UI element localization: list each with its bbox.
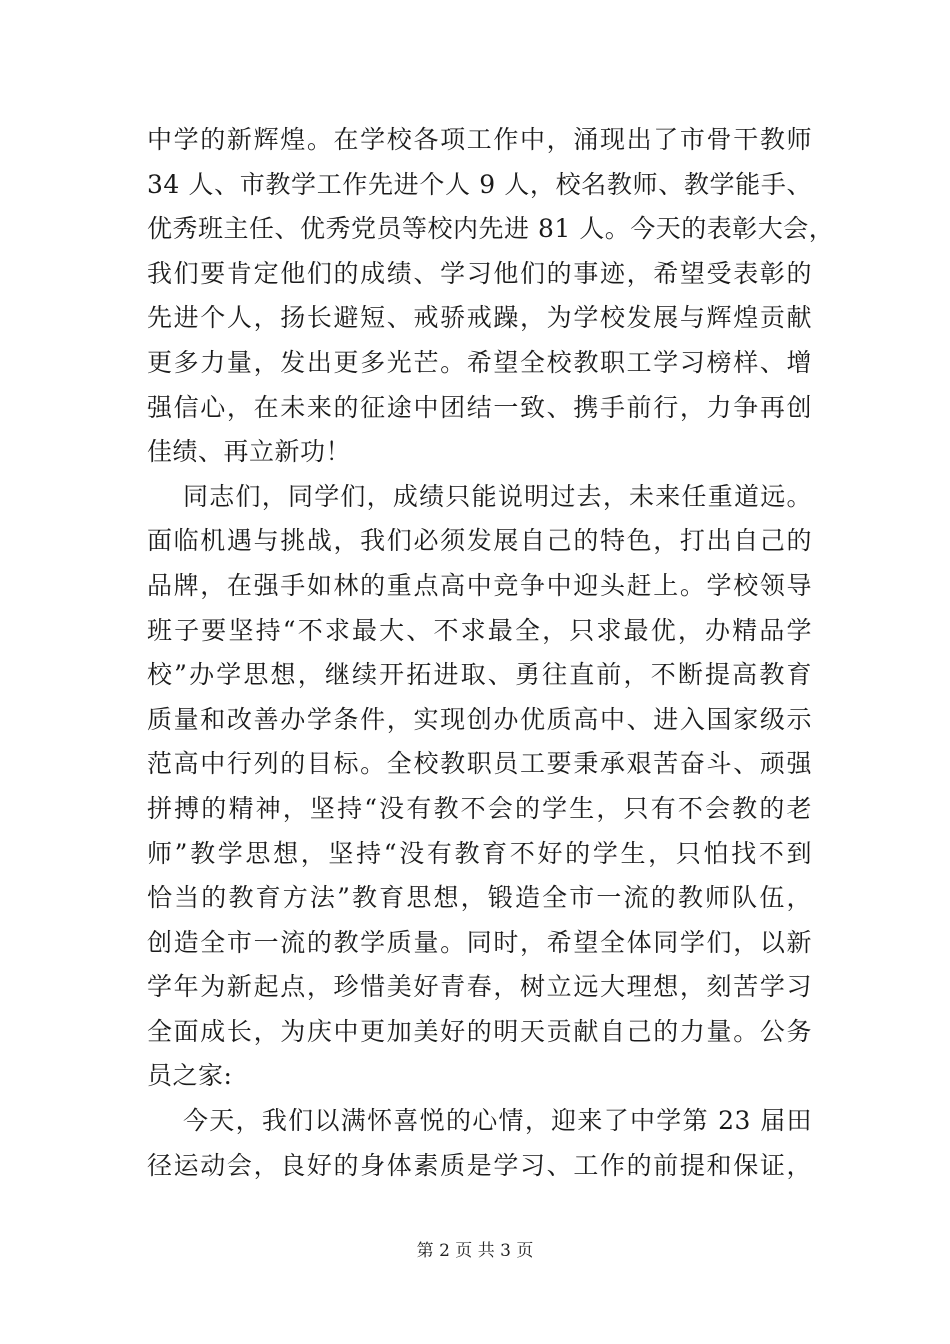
text-line: 全面成长，为庆中更加美好的明天贡献自己的力量。公务 (147, 1016, 812, 1046)
text-line: 径运动会，良好的身体素质是学习、工作的前提和保证， (147, 1150, 812, 1180)
text-line: 更多力量，发出更多光芒。希望全校教职工学习榜样、增 (147, 347, 812, 377)
text-line: 范高中行列的目标。全校教职员工要秉承艰苦奋斗、顽强 (147, 749, 812, 779)
text-line: 品牌，在强手如林的重点高中竞争中迎头赶上。学校领导 (147, 570, 812, 600)
text-line: 班子要坚持“不求最大、不求最全，只求最优，办精品学 (147, 615, 812, 645)
text-line: 创造全市一流的教学质量。同时，希望全体同学们，以新 (147, 927, 812, 957)
text-line: 我们要肯定他们的成绩、学习他们的事迹，希望受表彰的 (147, 258, 812, 288)
text-line: 佳绩、再立新功！ (147, 437, 352, 467)
page-footer: 第 2 页 共 3 页 (416, 1241, 534, 1261)
text-line: 优秀班主任、优秀党员等校内先进 81 人。今天的表彰大会， (147, 214, 835, 244)
text-line: 同志们，同学们，成绩只能说明过去，未来任重道远。 (183, 481, 812, 511)
text-line: 中学的新辉煌。在学校各项工作中，涌现出了市骨干教师 (147, 125, 812, 154)
text-line: 学年为新起点，珍惜美好青春，树立远大理想，刻苦学习 (147, 972, 812, 1002)
body-text (147, 118, 835, 1188)
text-line: 面临机遇与挑战，我们必须发展自己的特色，打出自己的 (147, 526, 812, 556)
text-line: 今天，我们以满怀喜悦的心情，迎来了中学第 23 届田 (183, 1106, 812, 1136)
text-line: 恰当的教育方法”教育思想，锻造全市一流的教师队伍， (147, 883, 812, 913)
text-line: 校”办学思想，继续开拓进取、勇往直前，不断提高教育 (147, 660, 812, 690)
text-line: 师”教学思想，坚持“没有教育不好的学生，只怕找不到 (147, 838, 812, 868)
text-line: 先进个人，扬长避短、戒骄戒躁，为学校发展与辉煌贡献 (147, 303, 812, 333)
text-line: 拼搏的精神，坚持“没有教不会的学生，只有不会教的老 (147, 793, 812, 823)
text-line: 34 人、市教学工作先进个人 9 人，校名教师、教学能手、 (147, 169, 812, 199)
text-line: 强信心，在未来的征途中团结一致、携手前行，力争再创 (147, 392, 812, 422)
text-line: 质量和改善办学条件，实现创办优质高中、进入国家级示 (147, 704, 812, 734)
text-line: 员之家: (147, 1061, 233, 1091)
